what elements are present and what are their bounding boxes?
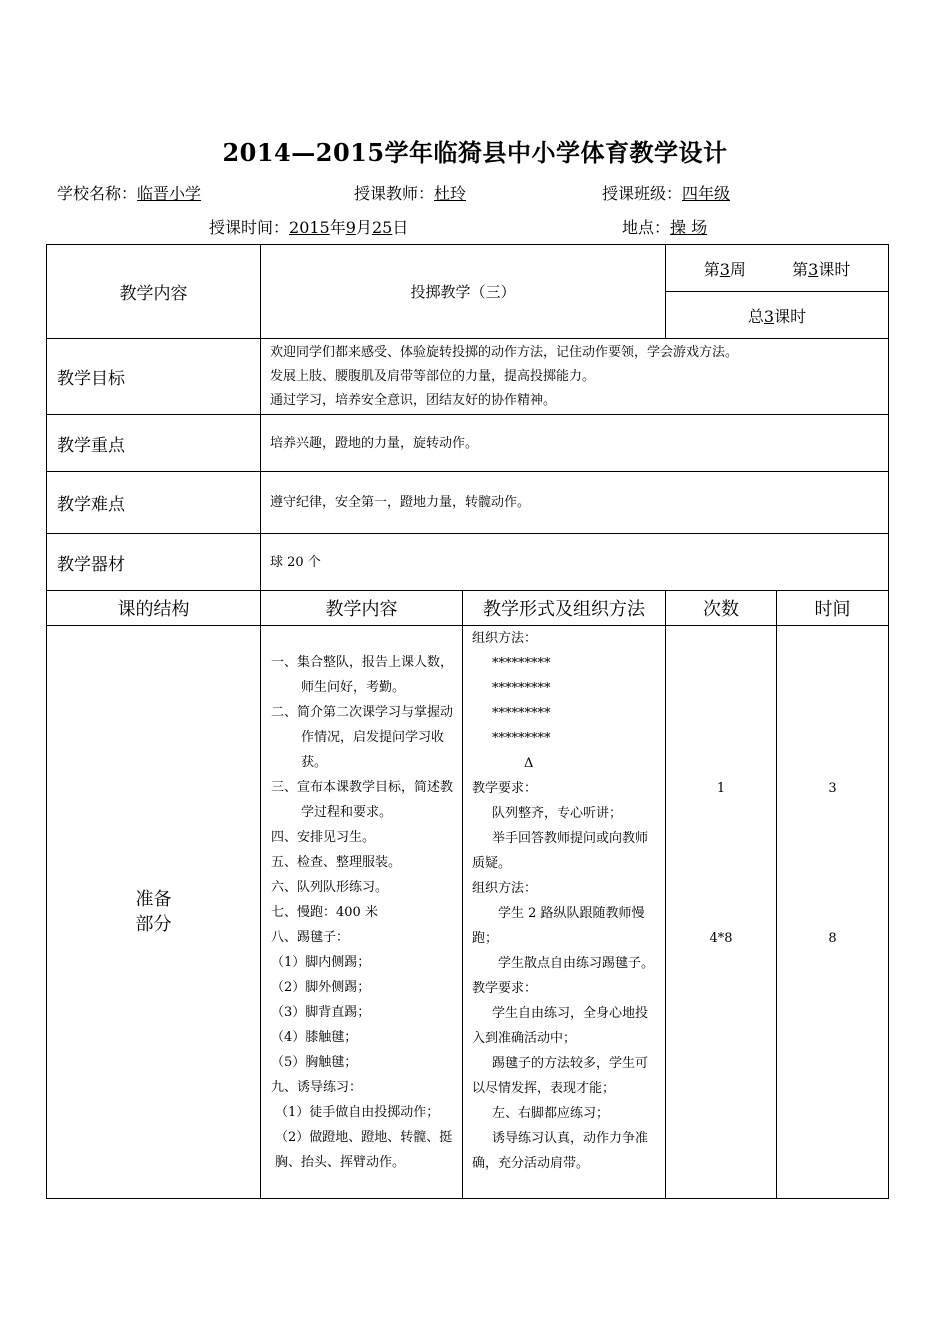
week-lesson: 第3周 第3课时 bbox=[666, 245, 889, 292]
formation-row: ********* bbox=[492, 681, 551, 696]
place-value: 操 场 bbox=[670, 218, 708, 237]
goals bbox=[261, 339, 889, 415]
req-item: 踢毽子的方法较多，学生可以尽情发挥，表现才能； bbox=[472, 1056, 649, 1096]
school-info bbox=[57, 181, 201, 204]
list-subitem: （5）胸触毽； bbox=[271, 1055, 358, 1070]
time-label: 授课时间： bbox=[209, 218, 290, 237]
time-value: 3 bbox=[828, 781, 837, 796]
req-item: 学生自由练习，全身心地投入到准确活动中； bbox=[472, 1006, 649, 1046]
content-label: 教学内容 bbox=[47, 245, 261, 339]
equipment-label: 教学器材 bbox=[47, 534, 261, 591]
teacher-info bbox=[354, 181, 466, 204]
teacher-name: 杜玲 bbox=[434, 184, 467, 203]
list-subitem: （2）做蹬地、蹬地、转髋、挺胸、抬头、挥臂动作。 bbox=[275, 1130, 453, 1170]
count-value: 4*8 bbox=[709, 931, 733, 946]
teacher-mark: Δ bbox=[524, 756, 534, 771]
count-value: 1 bbox=[716, 781, 726, 796]
page-title: 2014—2015学年临猗县中小学体育教学设计 bbox=[222, 138, 728, 167]
list-item: 四、安排见习生。 bbox=[271, 830, 376, 845]
formation-row: ********* bbox=[492, 706, 551, 721]
key-label: 教学重点 bbox=[47, 415, 261, 472]
list-subitem: （1）脚内侧踢； bbox=[271, 955, 371, 970]
list-item: 六、队列队形练习。 bbox=[271, 880, 389, 895]
list-item: 九、诱导练习： bbox=[271, 1080, 363, 1095]
header-time: 时间 bbox=[777, 591, 889, 626]
list-item: 二、简介第二次课学习与掌握动作情况，启发提问学习收获。 bbox=[271, 705, 454, 770]
header-structure: 课的结构 bbox=[47, 591, 261, 626]
class-name: 四年级 bbox=[682, 184, 731, 203]
list-item: 三、宣布本课教学目标，简述教学过程和要求。 bbox=[271, 780, 454, 820]
place-info bbox=[622, 215, 707, 238]
prep-time bbox=[777, 626, 889, 1199]
formation-row: ********* bbox=[492, 656, 551, 671]
difficulty-label: 教学难点 bbox=[47, 472, 261, 534]
org-label: 组织方法： bbox=[472, 631, 538, 646]
prep-content bbox=[261, 626, 463, 1199]
school-label: 学校名称： bbox=[57, 184, 138, 203]
list-item: 一、集合整队，报告上课人数，师生问好，考勤。 bbox=[271, 655, 454, 695]
header-count: 次数 bbox=[666, 591, 777, 626]
difficulty-value: 遵守纪律，安全第一，蹬地力量，转髋动作。 bbox=[261, 472, 889, 534]
header-content: 教学内容 bbox=[261, 591, 463, 626]
class-info bbox=[602, 181, 730, 204]
org-item: 学生散点自由练习踢毽子。 bbox=[498, 956, 655, 971]
content-value: 投掷教学（三） bbox=[261, 245, 666, 339]
place-label: 地点： bbox=[622, 218, 671, 237]
list-subitem: （1）徒手做自由投掷动作； bbox=[275, 1105, 440, 1120]
prep-method bbox=[463, 626, 666, 1199]
date-year: 2015 bbox=[289, 218, 330, 237]
goal-item: 欢迎同学们都来感受、体验旋转投掷的动作方法，记住动作要领，学会游戏方法。 bbox=[270, 344, 739, 360]
list-subitem: （3）脚背直踢； bbox=[271, 1005, 371, 1020]
lesson-date: 授课时间：2015年9月25日 bbox=[209, 218, 409, 237]
list-subitem: （4）膝触毽； bbox=[271, 1030, 358, 1045]
org-label: 组织方法： bbox=[472, 881, 538, 896]
req-item: 举手回答教师提问或向教师质疑。 bbox=[472, 831, 649, 871]
req-label: 教学要求： bbox=[472, 781, 538, 796]
date-day: 25 bbox=[371, 218, 393, 237]
date-month: 9 bbox=[345, 218, 356, 237]
equipment-value: 球 20 个 bbox=[261, 534, 889, 591]
formation-row: ********* bbox=[492, 731, 551, 746]
prep-content-list bbox=[271, 650, 456, 1175]
goal-item: 发展上肢、腰腹肌及肩带等部位的力量，提高投掷能力。 bbox=[270, 368, 596, 384]
total-lessons: 总3课时 bbox=[666, 292, 889, 339]
class-label: 授课班级： bbox=[602, 184, 683, 203]
school-name: 临晋小学 bbox=[137, 184, 202, 203]
req-item: 队列整齐，专心听讲； bbox=[492, 806, 623, 821]
header-method: 教学形式及组织方法 bbox=[463, 591, 666, 626]
goal-item: 通过学习，培养安全意识，团结友好的协作精神。 bbox=[270, 392, 557, 408]
org-item: 学生 2 路纵队跟随教师慢跑； bbox=[472, 906, 645, 946]
lesson-plan-table bbox=[46, 244, 889, 1199]
list-item: 八、踢毽子： bbox=[271, 930, 350, 945]
list-item: 五、检查、整理服装。 bbox=[271, 855, 402, 870]
req-label: 教学要求： bbox=[472, 981, 538, 996]
prep-count bbox=[666, 626, 777, 1199]
key-value: 培养兴趣，蹬地的力量，旋转动作。 bbox=[261, 415, 889, 472]
goal-label: 教学目标 bbox=[47, 339, 261, 415]
list-item: 七、慢跑：400 米 bbox=[271, 905, 378, 920]
req-item: 诱导练习认真，动作力争准确，充分活动肩带。 bbox=[472, 1131, 649, 1171]
list-subitem: （2）脚外侧踢； bbox=[271, 980, 371, 995]
teacher-label: 授课教师： bbox=[354, 184, 435, 203]
prep-section-label: 准备 部分 bbox=[47, 626, 261, 1199]
time-value: 8 bbox=[828, 931, 837, 946]
req-item: 左、右脚都应练习； bbox=[492, 1106, 610, 1121]
